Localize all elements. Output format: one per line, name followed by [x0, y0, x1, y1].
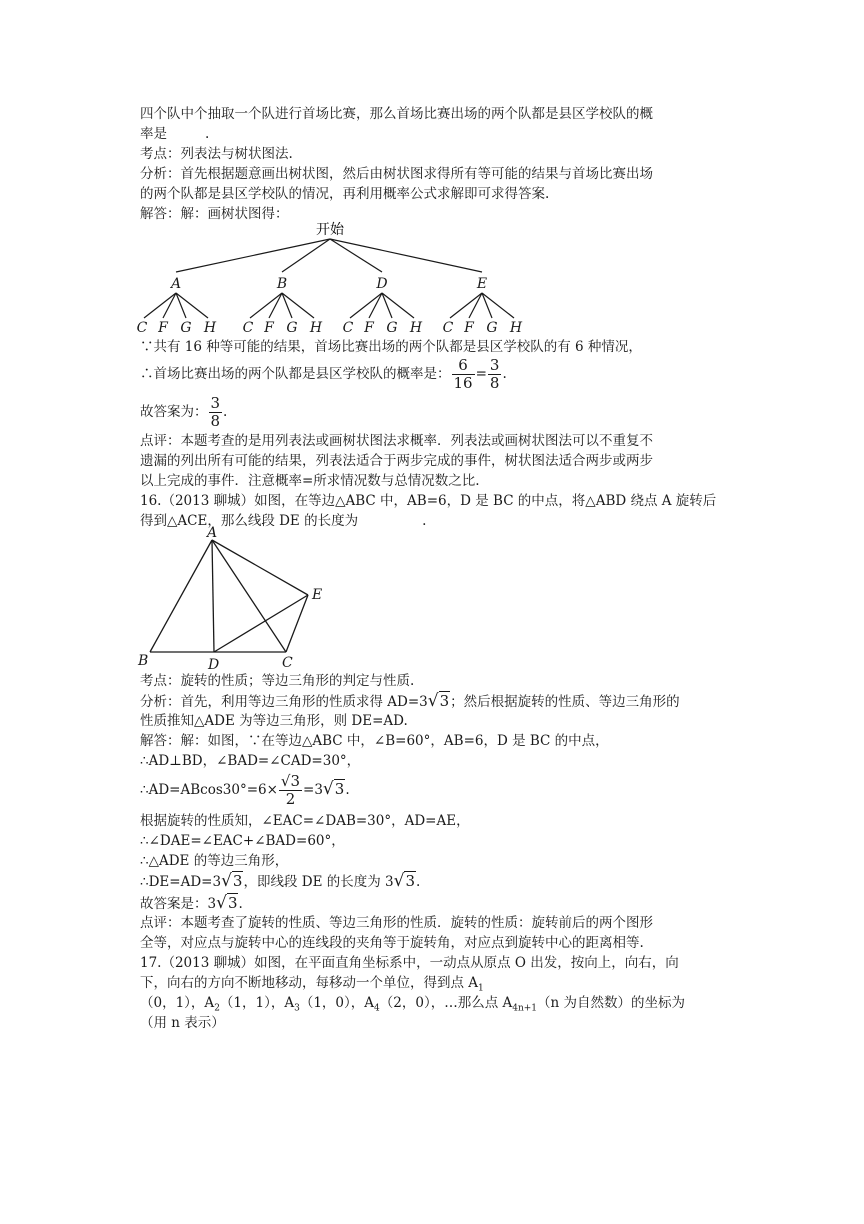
text-line: （用 n 表示） — [140, 1015, 225, 1031]
vertex-e: E — [312, 587, 323, 603]
tree-leaf: G — [486, 320, 498, 336]
tree-leaf: F — [158, 320, 168, 336]
text-line: 解答：解：如图，∵在等边△ABC 中，∠B=60°，AB=6，D 是 BC 的中点， — [140, 733, 609, 749]
text-line: ∴△ADE 的等边三角形， — [140, 853, 289, 869]
vertex-d: D — [208, 657, 220, 673]
sqrt-expression: √3 — [221, 871, 243, 891]
text-line: 性质推知△ADE 为等边三角形，则 DE=AD. — [140, 713, 408, 729]
text-line: ∴∠DAE=∠EAC+∠BAD=60°， — [140, 833, 345, 849]
tree-node-a: A — [170, 276, 182, 292]
text-line: 点评：本题考查的是用列表法或画树状图法求概率．列表法或画树状图法可以不重复不 — [140, 433, 653, 449]
tree-leaf: H — [509, 320, 523, 336]
sqrt-expression: √3 — [393, 871, 415, 891]
text-line: 得到△ACE，那么线段 DE 的长度为 . — [140, 513, 427, 529]
tree-leaf: C — [342, 320, 354, 336]
tree-node-d: D — [376, 276, 388, 292]
text-line: ∵共有 16 种等可能的结果，首场比赛出场的两个队都是县区学校队的有 6 种情况， — [140, 339, 642, 355]
tree-leaf: H — [309, 320, 323, 336]
tree-leaf: G — [180, 320, 192, 336]
sqrt-expression: √3 — [322, 779, 345, 799]
text-line: 全等，对应点与旋转中心的连线段的夹角等于旋转角，对应点到旋转中心的距离相等. — [140, 935, 644, 951]
tree-node-e: E — [476, 276, 488, 292]
tree-leaf: F — [464, 320, 474, 336]
text-line: 17.（2013 聊城）如图，在平面直角坐标系中，一动点从原点 O 出发，按向上，向右，向 — [140, 955, 679, 971]
text-line: 点评：本题考查了旋转的性质、等边三角形的性质．旋转的性质：旋转前后的两个图形 — [140, 915, 653, 931]
fraction: $\frac{√3}{2}$ — [280, 772, 301, 808]
text-line: ∴AD=ABcos30°=6× $\frac{√3}{2}$ =3√3. — [140, 772, 350, 808]
text-line: 解答：解：画树状图得： — [140, 206, 289, 222]
text-line: 四个队中个抽取一个队进行首场比赛，那么首场比赛出场的两个队都是县区学校队的概 — [140, 106, 653, 122]
tree-leaf: F — [364, 320, 374, 336]
text-line: 根据旋转的性质知，∠EAC=∠DAB=30°，AD=AE， — [140, 813, 470, 829]
tree-leaf: F — [264, 320, 274, 336]
tree-leaf: C — [442, 320, 454, 336]
tree-leaf: C — [242, 320, 254, 336]
text-line: 故答案是：3√3. — [140, 893, 243, 913]
text-line: 考点：旋转的性质；等边三角形的判定与性质. — [140, 673, 415, 689]
text-line: ∴DE=AD=3√3，即线段 DE 的长度为 3√3. — [140, 871, 421, 891]
sqrt-expression: √3 — [427, 691, 450, 711]
tree-leaf: G — [386, 320, 398, 336]
tree-root: 开始 — [316, 222, 344, 238]
tree-leaf: G — [286, 320, 298, 336]
text-line: 遗漏的列出所有可能的结果，列表法适合于两步完成的事件，树状图法适合两步或两步 — [140, 453, 653, 469]
vertex-b: B — [138, 653, 149, 669]
tree-leaf: C — [136, 320, 148, 336]
text-line: 以上完成的事件．注意概率=所求情况数与总情况数之比. — [140, 473, 480, 489]
tree-node-b: B — [276, 276, 288, 292]
triangle-diagram — [130, 525, 340, 673]
tree-leaf: H — [203, 320, 217, 336]
fraction: $\frac{6}{16}$ — [453, 356, 473, 392]
sqrt-expression: √3 — [216, 893, 238, 913]
fraction: $\frac{3}{8}$ — [489, 356, 500, 392]
text-line: 的两个队都是县区学校队的情况，再利用概率公式求解即可求得答案. — [140, 186, 550, 202]
fraction: $\frac{3}{8}$ — [210, 394, 221, 430]
text-line: 考点：列表法与树状图法. — [140, 146, 293, 162]
text-line: ∴首场比赛出场的两个队都是县区学校队的概率是： $\frac{6}{16}$ = $\frac{3}{8}$ . — [140, 356, 507, 392]
text-line: 分析：首先根据题意画出树状图，然后由树状图求得所有等可能的结果与首场比赛出场 — [140, 166, 653, 182]
vertex-c: C — [282, 655, 293, 671]
tree-diagram — [130, 220, 530, 340]
text-line: 故答案为： $\frac{3}{8}$ . — [140, 394, 228, 430]
vertex-a: A — [207, 525, 218, 541]
text-line: 率是 . — [140, 126, 210, 142]
text-line: 16.（2013 聊城）如图，在等边△ABC 中，AB=6，D 是 BC 的中点，将△ABD 绕点 A 旋转后 — [140, 493, 717, 509]
text-line: 下，向右的方向不断地移动，每移动一个单位，得到点 $A_1$ — [140, 975, 484, 994]
tree-leaf: H — [409, 320, 423, 336]
text-line: ∴AD⊥BD，∠BAD=∠CAD=30°， — [140, 753, 361, 769]
text-line: 分析：首先，利用等边三角形的性质求得 AD=3√3；然后根据旋转的性质、等边三角形的 — [140, 691, 680, 711]
text-line: （0，1），$A_2(1$，1），$A_3(1$，0），$A_4(2$，0），…那么点 $A_{4n+1}(n$ 为自然数）的坐标为 — [140, 995, 686, 1014]
